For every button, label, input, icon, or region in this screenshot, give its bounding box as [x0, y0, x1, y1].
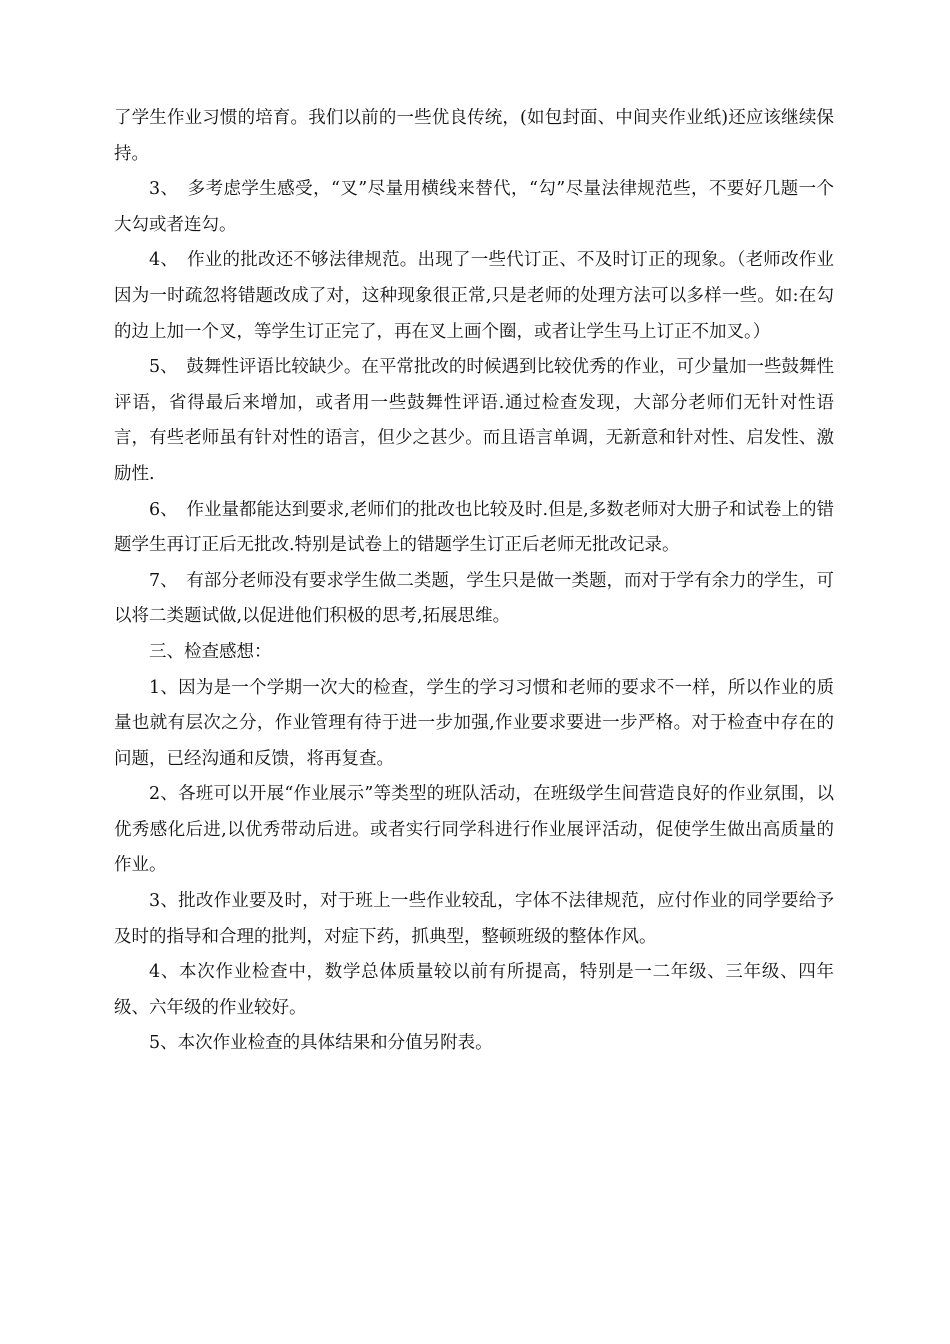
paragraph-item-3: 3、 多考虑学生感受，“叉”尽量用横线来替代，“勾”尽量法律规范些，不要好几题一个大勾或者连勾。 [114, 179, 834, 235]
paragraph-thought-3: 3、批改作业要及时，对于班上一些作业较乱，字体不法律规范，应付作业的同学要给予及时的指导和合理的批判，对症下药，抓典型，整顿班级的整体作风。 [114, 891, 834, 947]
paragraph-thought-4: 4、本次作业检查中，数学总体质量较以前有所提高，特别是一二年级、三年级、四年级、六年级的作业较好。 [114, 962, 834, 1018]
paragraph-item-7: 7、 有部分老师没有要求学生做二类题，学生只是做一类题，而对于学有余力的学生，可以将二类题试做,以促进他们积极的思考,拓展思维。 [114, 570, 834, 627]
paragraph-item-5: 5、 鼓舞性评语比较缺少。在平常批改的时候遇到比较优秀的作业，可少量加一些鼓舞性评语，省得最后来增加，或者用一些鼓舞性评语.通过检查发现，大部分老师们无针对性语言，有些老师虽有针对性的语言，但少之甚少。而且语言单调，无新意和针对性、启发性、激励性. [114, 357, 834, 484]
paragraph-thought-1: 1、因为是一个学期一次大的检查，学生的学习习惯和老师的要求不一样，所以作业的质量也就有层次之分，作业管理有待于进一步加强,作业要求要进一步严格。对于检查中存在的问题，已经沟通和反馈，将再复查。 [114, 677, 834, 769]
document-body [114, 101, 834, 1062]
paragraph-continuation: 了学生作业习惯的培育。我们以前的一些优良传统，(如包封面、中间夹作业纸)还应该继续保持。 [114, 108, 834, 164]
paragraph-item-4: 4、 作业的批改还不够法律规范。出现了一些代订正、不及时订正的现象。（老师改作业因为一时疏忽将错题改成了对，这种现象很正常,只是老师的处理方法可以多样一些。如:在勾的边上加一个叉，等学生订正完了，再在叉上画个圈，或者让学生马上订正不加叉。） [114, 250, 834, 342]
paragraph-thought-5: 5、本次作业检查的具体结果和分值另附表。 [149, 1033, 493, 1054]
section-heading-inspection-thoughts: 三、检查感想： [149, 641, 272, 662]
paragraph-item-6: 6、 作业量都能达到要求,老师们的批改也比较及时.但是,多数老师对大册子和试卷上的错题学生再订正后无批改.特别是试卷上的错题学生订正后老师无批改记录。 [114, 499, 834, 556]
paragraph-thought-2: 2、各班可以开展“作业展示”等类型的班队活动，在班级学生间营造良好的作业氛围，以优秀感化后进,以优秀带动后进。或者实行同学科进行作业展评活动，促使学生做出高质量的作业。 [114, 784, 834, 876]
